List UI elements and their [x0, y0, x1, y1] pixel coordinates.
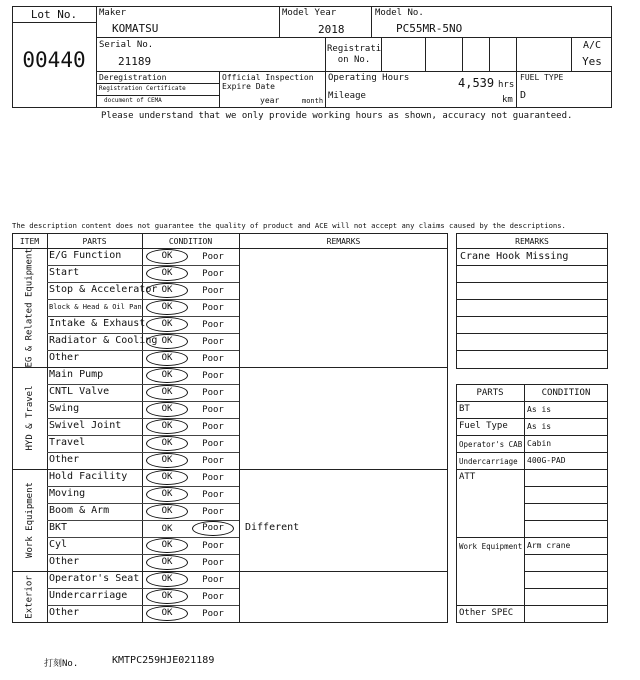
model-no-value: PC55MR-5NO: [396, 22, 463, 35]
table-row: [47, 469, 448, 486]
part-label: Swing: [49, 403, 80, 414]
spec-part: ATT: [459, 472, 476, 482]
part-label: Hold Facility: [49, 471, 128, 482]
model-year-label: Model Year: [282, 8, 337, 18]
condition-ok[interactable]: OK: [146, 538, 188, 553]
col-condition: CONDITION: [168, 237, 213, 246]
part-label: Main Pump: [49, 369, 104, 380]
condition-ok[interactable]: OK: [146, 385, 188, 400]
km-label: km: [502, 95, 513, 105]
table-row: [47, 265, 448, 282]
row-remark: Different: [245, 522, 300, 533]
spec-part: Fuel Type: [459, 421, 508, 431]
part-label: Operator's Seat: [49, 573, 140, 584]
condition-poor[interactable]: Poor: [202, 422, 224, 432]
fuel-type-value: D: [520, 90, 527, 101]
table-row: [47, 418, 448, 435]
fuel-type-label: FUEL TYPE: [520, 73, 564, 82]
table-row: [47, 282, 448, 299]
doc-cema-label: document of CEMA: [104, 97, 162, 104]
part-label: Other: [49, 556, 80, 567]
spec-condition: Arm crane: [527, 541, 571, 550]
condition-poor[interactable]: Poor: [202, 252, 224, 262]
table-row: [47, 384, 448, 401]
operating-hours-label: Operating Hours: [328, 73, 410, 83]
spec-condition: 400G-PAD: [527, 456, 566, 465]
part-label: Swivel Joint: [49, 420, 122, 431]
table-row: [47, 554, 448, 571]
model-year-value: 2018: [318, 23, 345, 36]
model-no-label: Model No.: [375, 8, 424, 18]
part-label: Intake & Exhaust: [49, 318, 146, 329]
spec-part: Work Equipment: [459, 542, 523, 551]
condition-ok[interactable]: OK: [146, 368, 188, 383]
condition-ok[interactable]: OK: [146, 504, 188, 519]
year-label: year: [260, 96, 280, 105]
remark-first: Crane Hook Missing: [460, 251, 569, 262]
group-label: Exterior: [24, 574, 35, 619]
serial-label: Serial No.: [99, 40, 154, 50]
condition-ok[interactable]: OK: [146, 249, 188, 264]
condition-ok[interactable]: OK: [146, 317, 188, 332]
part-label: Start: [49, 267, 80, 278]
part-label: Other: [49, 352, 80, 363]
condition-poor[interactable]: Poor: [202, 405, 224, 415]
col-item: ITEM: [19, 237, 40, 246]
engine-value: KMTPC259HJE021189: [112, 655, 215, 666]
condition-poor[interactable]: Poor: [202, 286, 224, 296]
table-row: [47, 350, 448, 367]
condition-ok[interactable]: OK: [146, 589, 188, 604]
col-remarks: REMARKS: [326, 237, 361, 246]
condition-poor[interactable]: Poor: [202, 473, 224, 483]
condition-ok[interactable]: OK: [146, 436, 188, 451]
condition-poor[interactable]: Poor: [202, 439, 224, 449]
part-label: Radiator & Cooling: [49, 335, 158, 346]
condition-ok[interactable]: OK: [146, 402, 188, 417]
condition-ok[interactable]: OK: [146, 283, 188, 298]
lot-value: 00440: [22, 48, 86, 72]
condition-poor[interactable]: Poor: [202, 320, 224, 330]
maker-label: Maker: [99, 8, 127, 18]
spec-part: BT: [459, 404, 470, 414]
condition-ok[interactable]: OK: [146, 334, 188, 349]
spec-part: Undercarriage: [459, 457, 518, 466]
condition-poor[interactable]: Poor: [202, 371, 224, 381]
table-row: [47, 401, 448, 418]
registration-label: Registrati on No.: [327, 44, 382, 65]
condition-ok[interactable]: OK: [146, 555, 188, 570]
condition-ok[interactable]: OK: [146, 572, 188, 587]
condition-poor[interactable]: Poor: [202, 592, 224, 602]
table-row: [47, 605, 448, 622]
table-row: [47, 299, 448, 316]
table-row: [47, 486, 448, 503]
mileage-label: Mileage: [328, 91, 366, 101]
condition-poor[interactable]: Poor: [192, 521, 234, 536]
table-row: [47, 316, 448, 333]
spec-part: Operator's CAB: [459, 440, 523, 449]
maker-value: KOMATSU: [112, 22, 159, 35]
condition-ok[interactable]: OK: [146, 419, 188, 434]
condition-ok[interactable]: OK: [146, 470, 188, 485]
part-label: BKT: [49, 522, 68, 533]
condition-ok[interactable]: OK: [146, 453, 188, 468]
engine-label: 打刻No.: [44, 659, 79, 669]
table-row: [47, 367, 448, 384]
hrs-label: hrs: [498, 80, 515, 90]
condition-ok[interactable]: OK: [146, 351, 188, 366]
lot-label: Lot No.: [30, 8, 78, 21]
condition-ok[interactable]: OK: [161, 524, 173, 534]
table-row: [47, 588, 448, 605]
spec-part: Other SPEC: [459, 608, 514, 618]
condition-ok[interactable]: OK: [146, 606, 188, 621]
notice-text: Please understand that we only provide working hours as shown, accuracy not guaranteed.: [101, 111, 573, 121]
parts-header: PARTS: [476, 388, 504, 398]
condition-poor[interactable]: Poor: [202, 541, 224, 551]
part-label: Travel: [49, 437, 86, 448]
part-label: Moving: [49, 488, 86, 499]
condition-ok[interactable]: OK: [146, 266, 188, 281]
condition-poor[interactable]: Poor: [202, 456, 224, 466]
part-label: Block & Head & Oil Pan: [49, 303, 142, 311]
condition-poor[interactable]: Poor: [202, 507, 224, 517]
part-label: Other: [49, 607, 80, 618]
condition-header: CONDITION: [541, 388, 591, 398]
serial-value: 21189: [118, 55, 152, 68]
ac-label: A/C: [582, 40, 602, 51]
part-label: Other: [49, 454, 80, 465]
part-label: Stop & Accelerator: [49, 284, 158, 295]
part-label: Boom & Arm: [49, 505, 110, 516]
part-label: Cyl: [49, 539, 68, 550]
table-row: [47, 571, 448, 588]
disclaimer-text: The description content does not guarantee the quality of product and ACE will not accept any claims caused by the descriptions.: [12, 221, 566, 230]
part-label: Undercarriage: [49, 590, 128, 601]
condition-poor[interactable]: Poor: [202, 337, 224, 347]
table-row: [47, 452, 448, 469]
group-label: HYD & Travel: [24, 385, 35, 451]
table-row: [47, 537, 448, 554]
reg-cert-label: Registration Certificate: [99, 85, 186, 92]
spec-condition: As is: [527, 405, 552, 414]
table-row: [47, 435, 448, 452]
part-label: CNTL Valve: [49, 386, 110, 397]
group-label: EG & Related Equipment: [24, 247, 35, 367]
deregistration-label: Deregistration: [99, 73, 167, 82]
condition-poor[interactable]: Poor: [202, 558, 224, 568]
condition-poor[interactable]: Poor: [202, 269, 224, 279]
condition-poor[interactable]: Poor: [202, 575, 224, 585]
condition-ok[interactable]: OK: [146, 300, 188, 315]
condition-poor[interactable]: Poor: [202, 609, 224, 619]
part-label: E/G Function: [49, 250, 122, 261]
col-parts: PARTS: [82, 237, 107, 246]
remarks-header: REMARKS: [515, 237, 549, 246]
condition-ok[interactable]: OK: [146, 487, 188, 502]
condition-poor[interactable]: Poor: [202, 388, 224, 398]
table-row: [47, 520, 448, 537]
condition-poor[interactable]: Poor: [202, 490, 224, 500]
ac-value: Yes: [582, 55, 602, 68]
condition-poor[interactable]: Poor: [202, 303, 224, 313]
spec-condition: Cabin: [527, 439, 552, 448]
table-row: [47, 333, 448, 350]
condition-poor[interactable]: Poor: [202, 354, 224, 364]
month-label: month: [302, 97, 324, 105]
official-inspection-label: Official Inspection Expire Date: [222, 73, 314, 91]
table-row: [47, 503, 448, 520]
group-label: Work Equipment: [24, 482, 35, 558]
spec-condition: As is: [527, 422, 552, 431]
operating-hours-value: 4,539: [458, 76, 495, 90]
table-row: [47, 248, 448, 265]
